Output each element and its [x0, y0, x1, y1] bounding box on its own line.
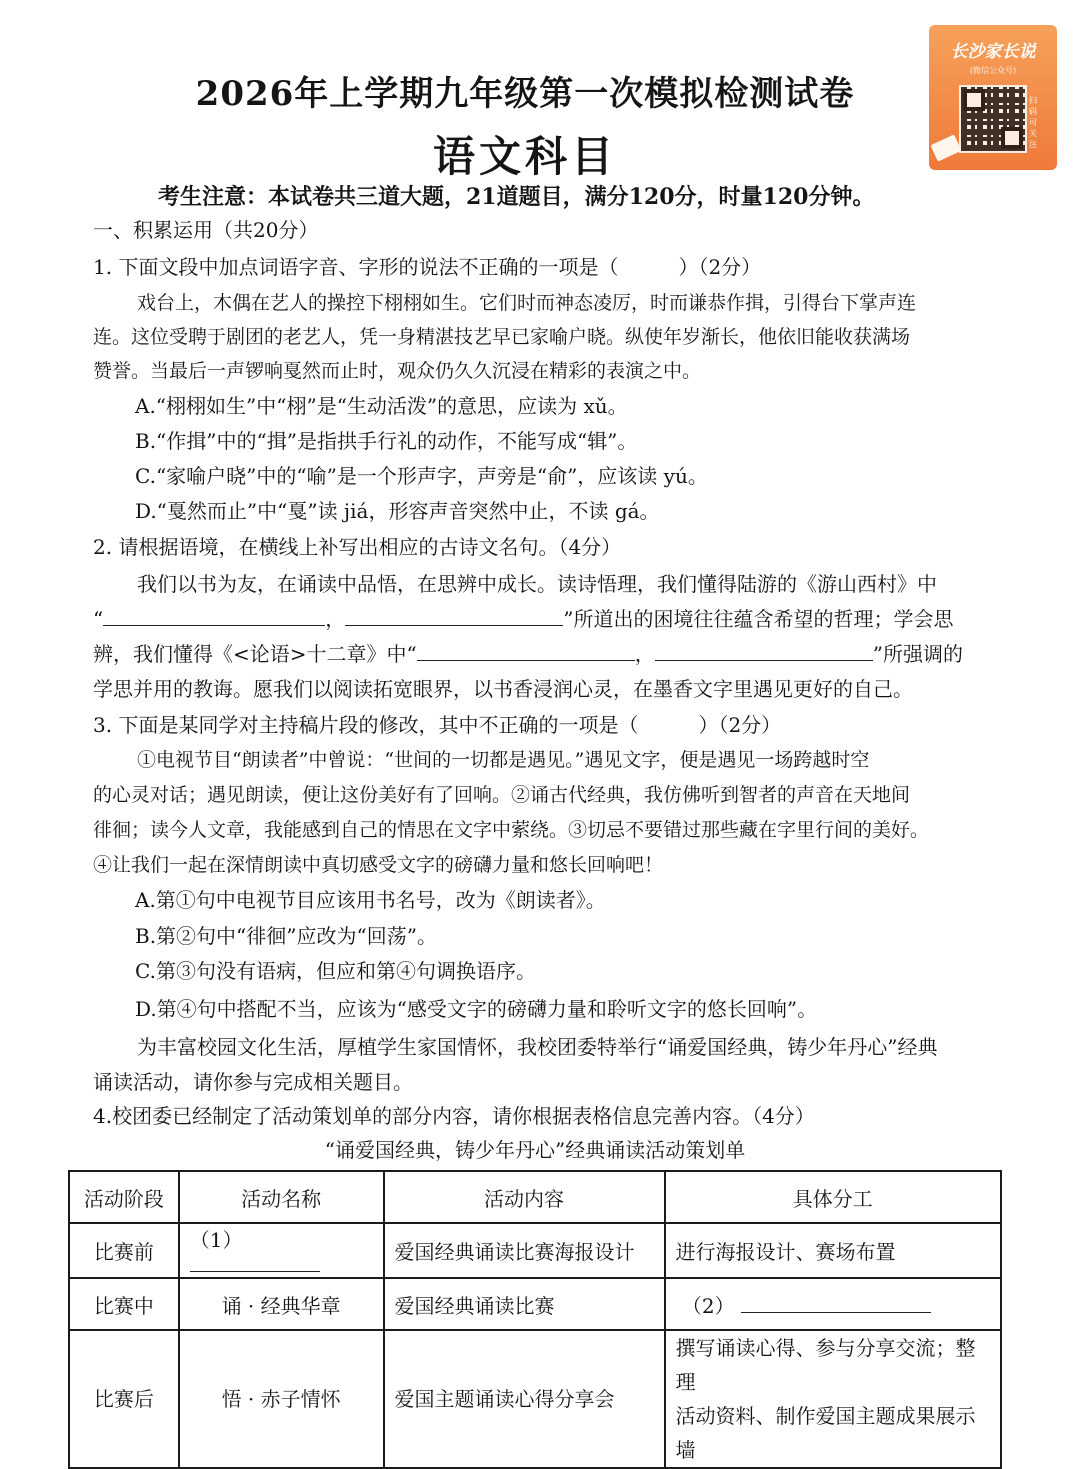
q3-option-c: C.第③句没有语病，但应和第④句调换语序。 — [135, 959, 536, 983]
q3-passage-line: 的心灵对话；遇见朗读，便让这份美好有了回响。②诵古代经典，我仿佛听到智者的声音在天地间 — [93, 784, 911, 806]
row-content: 爱国经典诵读比赛海报设计 — [384, 1223, 665, 1278]
question-3-stem: 3. 下面是某同学对主持稿片段的修改，其中不正确的一项是（ ）（2分） — [93, 713, 782, 737]
q1-option-a: A.“栩栩如生”中“栩”是“生动活泼”的意思，应读为 xǔ。 — [135, 394, 628, 418]
q1-option-b: B.“作揖”中的“揖”是指拱手行礼的动作，不能写成“辑”。 — [135, 429, 638, 453]
table-header-name: 活动名称 — [179, 1171, 384, 1223]
row-stage: 比赛中 — [69, 1278, 179, 1330]
badge-side-text: 扫码可关注 — [1029, 96, 1037, 149]
q1-passage-line: 戏台上，木偶在艺人的操控下栩栩如生。它们时而神态凌厉，时而谦恭作揖，引得台下掌声连 — [137, 292, 917, 314]
qr-code-icon — [959, 85, 1027, 153]
badge-brand: 长沙家长说 — [950, 42, 1036, 62]
q2-blank-2[interactable] — [345, 607, 563, 626]
q2-line-3-head: 辨，我们懂得《<论语>十二章》中“ — [93, 642, 417, 666]
row-name: 诵 · 经典华章 — [179, 1278, 384, 1330]
q3-option-d: D.第④句中搭配不当，应该为“感受文字的磅礴力量和聆听文字的悠长回响”。 — [135, 997, 818, 1021]
exam-title: 2026年上学期九年级第一次模拟检测试卷 — [195, 74, 855, 114]
q2-blank-4[interactable] — [655, 642, 873, 661]
row-name-cell — [179, 1223, 384, 1278]
row-name-label: （1） — [189, 1228, 243, 1252]
q2-comma: ， — [634, 642, 655, 666]
exam-notice: 考生注意：本试卷共三道大题，21道题目，满分120分，时量120分钟。 — [158, 184, 875, 210]
table-header-stage: 活动阶段 — [69, 1171, 179, 1223]
plan-table-title: “诵爱国经典，铸少年丹心”经典诵读活动策划单 — [324, 1138, 746, 1162]
q1-passage-line: 连。这位受聘于剧团的老艺人，凭一身精湛技艺早已家喻户晓。纵使年岁渐长，他依旧能收获满场 — [93, 326, 911, 348]
q2-open-quote: “ — [93, 607, 104, 631]
table-blank-1[interactable] — [190, 1253, 320, 1272]
q3-option-a: A.第①句中电视节目应该用书名号，改为《朗读者》。 — [135, 888, 606, 912]
q3-passage-line: ④让我们一起在深情朗读中真切感受文字的磅礴力量和悠长回响吧！ — [93, 854, 664, 876]
q2-comma: ， — [325, 607, 346, 631]
q2-blank-3[interactable] — [417, 642, 635, 661]
q2-line-1: 我们以书为友，在诵读中品悟，在思辨中成长。读诗悟理，我们懂得陆游的《游山西村》中 — [137, 572, 937, 596]
row-duty-line: 活动资料、制作爱国主题成果展示墙 — [675, 1404, 976, 1462]
subject-title: 语文科目 — [432, 132, 617, 181]
row-duty-line: 撰写诵读心得、参与分享交流；整理 — [675, 1336, 976, 1394]
question-4-stem: 4.校团委已经制定了活动策划单的部分内容，请你根据表格信息完善内容。（4分） — [93, 1104, 815, 1128]
row-content: 爱国主题诵读心得分享会 — [384, 1330, 665, 1468]
q2-line-2-tail: ”所道出的困境往往蕴含希望的哲理；学会思 — [563, 607, 954, 631]
q3-passage-line: ①电视节目“朗读者”中曾说：“世间的一切都是遇见。”遇见文字，便是遇见一场跨越时空 — [137, 749, 870, 771]
row-content: 爱国经典诵读比赛 — [384, 1278, 665, 1330]
table-row — [69, 1223, 1001, 1278]
row-duty: 进行海报设计、赛场布置 — [665, 1223, 1002, 1278]
q2-line-3 — [93, 638, 963, 667]
q2-line-3-tail: ”所强调的 — [872, 642, 963, 666]
q3-passage-line: 徘徊；读今人文章，我能感到自己的情思在文字中萦绕。③切忌不要错过那些藏在字里行间的美好。 — [93, 819, 930, 841]
badge-brand-sub: (微信公众号) — [969, 66, 1017, 75]
row-name: 悟 · 赤子情怀 — [179, 1330, 384, 1468]
q1-option-c: C.“家喻户晓”中的“喻”是一个形声字，声旁是“俞”，应该读 yú。 — [135, 464, 708, 488]
question-1-stem: 1. 下面文段中加点词语字音、字形的说法不正确的一项是（ ）（2分） — [93, 255, 762, 279]
section-title: 一、积累运用（共20分） — [93, 218, 319, 242]
q2-line-2 — [93, 603, 953, 632]
activity-intro-line: 诵读活动，请你参与完成相关题目。 — [93, 1070, 413, 1094]
table-header-content: 活动内容 — [384, 1171, 665, 1223]
qr-badge[interactable] — [929, 25, 1057, 170]
table-row — [69, 1278, 1001, 1330]
q1-passage-line: 赞誉。当最后一声锣响戛然而止时，观众仍久久沉浸在精彩的表演之中。 — [93, 360, 702, 382]
paper-icon — [930, 134, 961, 161]
row-stage: 比赛前 — [69, 1223, 179, 1278]
activity-plan-table — [68, 1170, 1002, 1469]
row-duty-label: （2） — [681, 1293, 735, 1318]
activity-intro-line: 为丰富校园文化生活，厚植学生家国情怀，我校团委特举行“诵爱国经典，铸少年丹心”经典 — [137, 1035, 938, 1059]
row-duty-cell — [665, 1278, 1002, 1330]
row-duty-cell — [665, 1330, 1002, 1468]
q1-option-d: D.“戛然而止”中“戛”读 jiá，形容声音突然中止，不读 gá。 — [135, 499, 660, 523]
q2-line-4: 学思并用的教诲。愿我们以阅读拓宽眼界，以书香浸润心灵，在墨香文字里遇见更好的自己。 — [93, 677, 913, 701]
q3-option-b: B.第②句中“徘徊”应改为“回荡”。 — [135, 924, 437, 948]
table-blank-2[interactable] — [741, 1294, 931, 1313]
question-2-stem: 2. 请根据语境，在横线上补写出相应的古诗文名句。（4分） — [93, 535, 622, 559]
table-row — [69, 1330, 1001, 1468]
q2-blank-1[interactable] — [103, 607, 325, 626]
table-header-duty: 具体分工 — [665, 1171, 1002, 1223]
row-stage: 比赛后 — [69, 1330, 179, 1468]
